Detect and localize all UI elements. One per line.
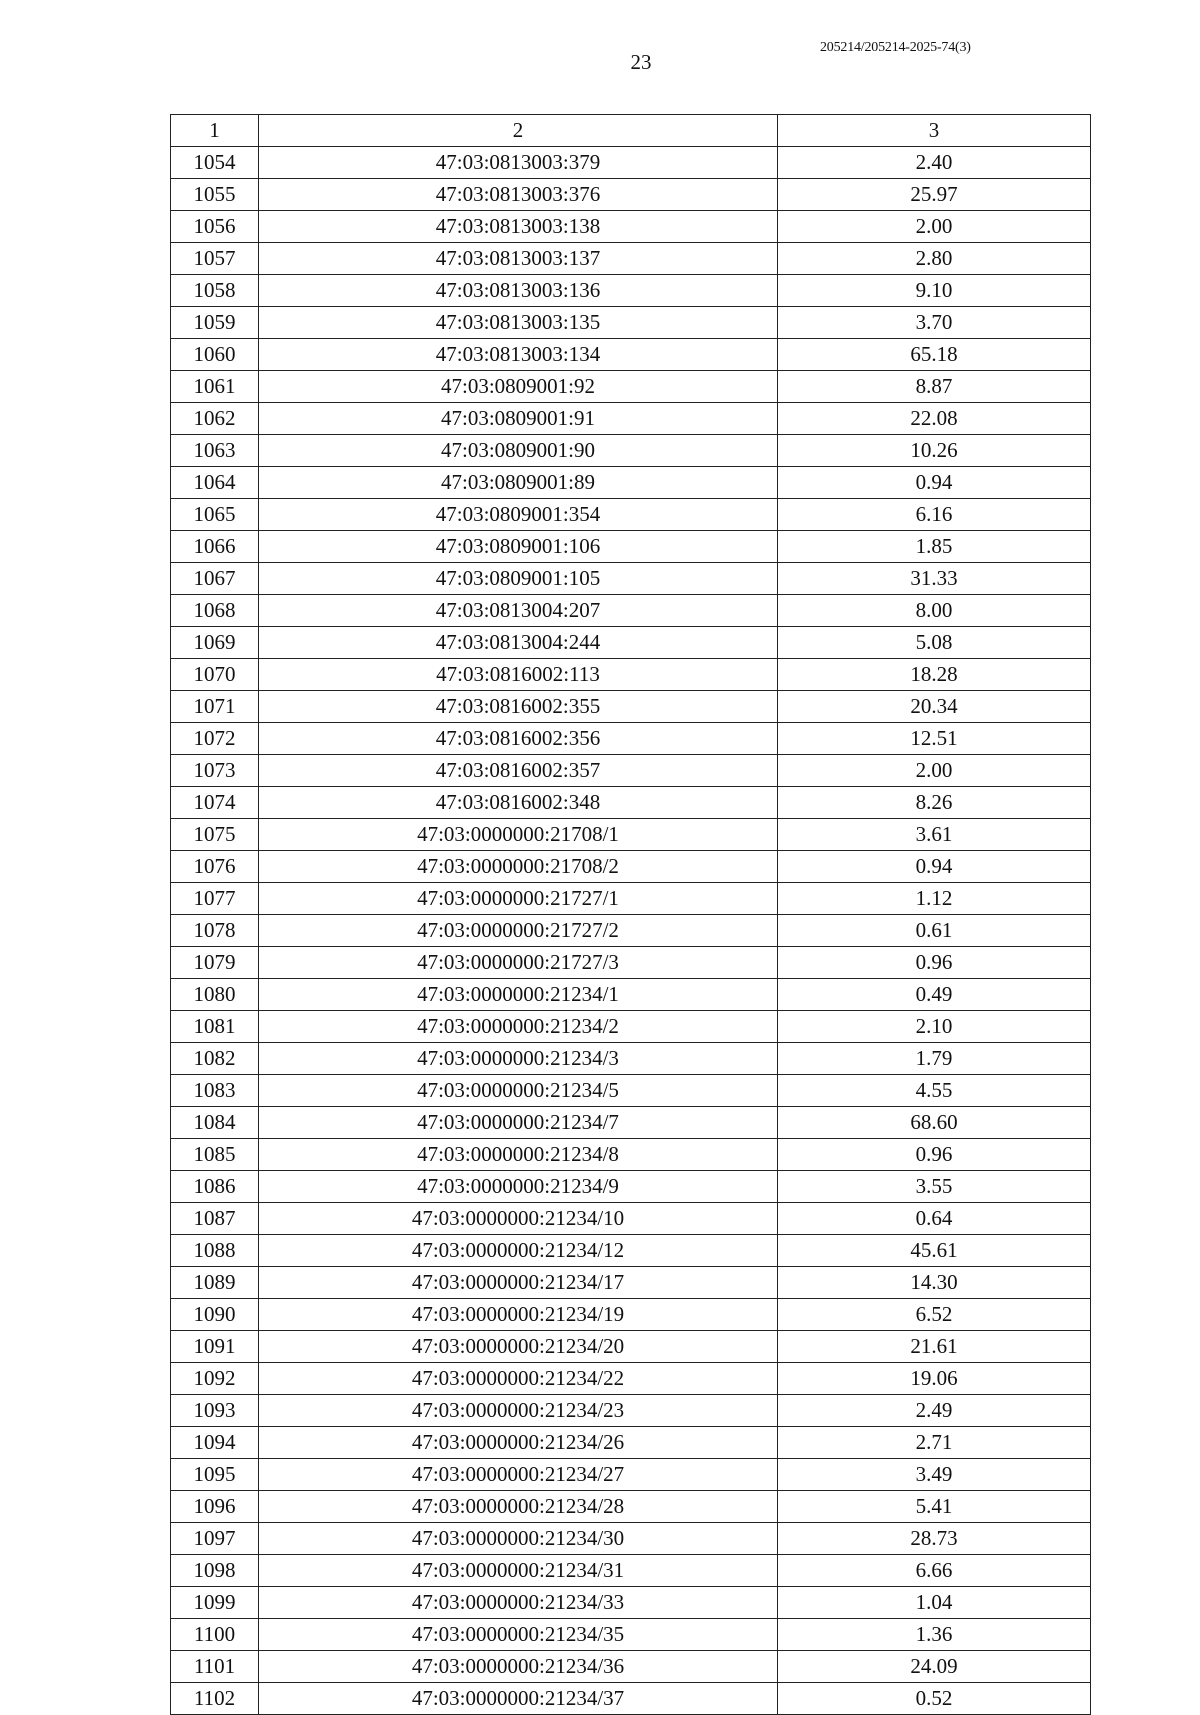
value-cell: 0.96 [778,1139,1091,1171]
value-cell: 1.12 [778,883,1091,915]
value-cell: 8.87 [778,371,1091,403]
table-row [171,1011,1091,1043]
value-cell: 5.08 [778,627,1091,659]
value-cell: 3.70 [778,307,1091,339]
cadastral-number-cell: 47:03:0816002:355 [259,691,778,723]
value-cell: 8.26 [778,787,1091,819]
cadastral-number-cell: 47:03:0000000:21234/30 [259,1523,778,1555]
table-row [171,1235,1091,1267]
cadastral-number-cell: 47:03:0813003:134 [259,339,778,371]
value-cell: 0.61 [778,915,1091,947]
cadastral-number-cell: 47:03:0000000:21234/37 [259,1683,778,1715]
table-row [171,211,1091,243]
cadastral-number-cell: 47:03:0000000:21234/2 [259,1011,778,1043]
row-number-cell: 1088 [171,1235,259,1267]
cadastral-number-cell: 47:03:0813003:379 [259,147,778,179]
header-cell-2: 2 [259,115,778,147]
row-number-cell: 1075 [171,819,259,851]
row-number-cell: 1068 [171,595,259,627]
row-number-cell: 1101 [171,1651,259,1683]
row-number-cell: 1067 [171,563,259,595]
cadastral-number-cell: 47:03:0000000:21234/9 [259,1171,778,1203]
row-number-cell: 1079 [171,947,259,979]
row-number-cell: 1083 [171,1075,259,1107]
value-cell: 20.34 [778,691,1091,723]
value-cell: 0.94 [778,851,1091,883]
cadastral-number-cell: 47:03:0813003:137 [259,243,778,275]
row-number-cell: 1095 [171,1459,259,1491]
value-cell: 2.10 [778,1011,1091,1043]
cadastral-number-cell: 47:03:0816002:357 [259,755,778,787]
row-number-cell: 1056 [171,211,259,243]
value-cell: 24.09 [778,1651,1091,1683]
value-cell: 2.00 [778,211,1091,243]
cadastral-number-cell: 47:03:0000000:21234/26 [259,1427,778,1459]
value-cell: 2.40 [778,147,1091,179]
value-cell: 6.16 [778,499,1091,531]
table-row [171,851,1091,883]
table-row [171,499,1091,531]
table-row [171,1683,1091,1715]
value-cell: 68.60 [778,1107,1091,1139]
cadastral-number-cell: 47:03:0809001:106 [259,531,778,563]
table-row [171,307,1091,339]
row-number-cell: 1086 [171,1171,259,1203]
cadastral-number-cell: 47:03:0000000:21234/36 [259,1651,778,1683]
table-row [171,1555,1091,1587]
cadastral-number-cell: 47:03:0000000:21727/1 [259,883,778,915]
row-number-cell: 1054 [171,147,259,179]
table-row [171,1459,1091,1491]
row-number-cell: 1060 [171,339,259,371]
table-row [171,1139,1091,1171]
value-cell: 10.26 [778,435,1091,467]
row-number-cell: 1062 [171,403,259,435]
table-row [171,339,1091,371]
table-row [171,563,1091,595]
value-cell: 0.96 [778,947,1091,979]
row-number-cell: 1073 [171,755,259,787]
value-cell: 3.55 [778,1171,1091,1203]
table-row [171,467,1091,499]
table-row [171,723,1091,755]
cadastral-number-cell: 47:03:0000000:21708/1 [259,819,778,851]
row-number-cell: 1098 [171,1555,259,1587]
table-row [171,755,1091,787]
value-cell: 0.52 [778,1683,1091,1715]
value-cell: 3.49 [778,1459,1091,1491]
value-cell: 1.36 [778,1619,1091,1651]
table-row [171,883,1091,915]
row-number-cell: 1092 [171,1363,259,1395]
row-number-cell: 1061 [171,371,259,403]
value-cell: 3.61 [778,819,1091,851]
value-cell: 2.00 [778,755,1091,787]
row-number-cell: 1080 [171,979,259,1011]
row-number-cell: 1074 [171,787,259,819]
table-row [171,531,1091,563]
row-number-cell: 1078 [171,915,259,947]
table-row [171,1491,1091,1523]
row-number-cell: 1085 [171,1139,259,1171]
cadastral-number-cell: 47:03:0000000:21234/3 [259,1043,778,1075]
value-cell: 2.49 [778,1395,1091,1427]
row-number-cell: 1082 [171,1043,259,1075]
value-cell: 12.51 [778,723,1091,755]
row-number-cell: 1063 [171,435,259,467]
value-cell: 21.61 [778,1331,1091,1363]
cadastral-number-cell: 47:03:0000000:21234/1 [259,979,778,1011]
table-row [171,1171,1091,1203]
cadastral-number-cell: 47:03:0813004:207 [259,595,778,627]
row-number-cell: 1081 [171,1011,259,1043]
value-cell: 1.85 [778,531,1091,563]
table-row [171,947,1091,979]
table-row [171,371,1091,403]
value-cell: 9.10 [778,275,1091,307]
row-number-cell: 1057 [171,243,259,275]
value-cell: 1.79 [778,1043,1091,1075]
cadastral-number-cell: 47:03:0000000:21234/5 [259,1075,778,1107]
table-row [171,627,1091,659]
value-cell: 4.55 [778,1075,1091,1107]
row-number-cell: 1077 [171,883,259,915]
table-row [171,1651,1091,1683]
table-row [171,1523,1091,1555]
value-cell: 45.61 [778,1235,1091,1267]
row-number-cell: 1089 [171,1267,259,1299]
cadastral-number-cell: 47:03:0813003:136 [259,275,778,307]
row-number-cell: 1069 [171,627,259,659]
table-row [171,1395,1091,1427]
table-row [171,979,1091,1011]
table-row [171,1331,1091,1363]
row-number-cell: 1058 [171,275,259,307]
row-number-cell: 1064 [171,467,259,499]
value-cell: 2.80 [778,243,1091,275]
row-number-cell: 1090 [171,1299,259,1331]
cadastral-number-cell: 47:03:0000000:21234/22 [259,1363,778,1395]
value-cell: 8.00 [778,595,1091,627]
value-cell: 25.97 [778,179,1091,211]
row-number-cell: 1084 [171,1107,259,1139]
cadastral-number-cell: 47:03:0813003:376 [259,179,778,211]
value-cell: 1.04 [778,1587,1091,1619]
cadastral-number-cell: 47:03:0000000:21727/3 [259,947,778,979]
table-row [171,1619,1091,1651]
cadastral-number-cell: 47:03:0813004:244 [259,627,778,659]
table-row [171,915,1091,947]
value-cell: 5.41 [778,1491,1091,1523]
table-row [171,595,1091,627]
table-row [171,275,1091,307]
cadastral-number-cell: 47:03:0809001:90 [259,435,778,467]
header-cell-1: 1 [171,115,259,147]
cadastral-number-cell: 47:03:0000000:21708/2 [259,851,778,883]
table-row [171,1075,1091,1107]
row-number-cell: 1072 [171,723,259,755]
cadastral-number-cell: 47:03:0809001:92 [259,371,778,403]
cadastral-number-cell: 47:03:0000000:21234/12 [259,1235,778,1267]
row-number-cell: 1055 [171,179,259,211]
row-number-cell: 1071 [171,691,259,723]
row-number-cell: 1100 [171,1619,259,1651]
table-row [171,243,1091,275]
row-number-cell: 1091 [171,1331,259,1363]
cadastral-number-cell: 47:03:0000000:21234/20 [259,1331,778,1363]
cadastral-number-cell: 47:03:0809001:354 [259,499,778,531]
cadastral-number-cell: 47:03:0000000:21234/27 [259,1459,778,1491]
cadastral-number-cell: 47:03:0000000:21234/10 [259,1203,778,1235]
value-cell: 19.06 [778,1363,1091,1395]
table-row [171,691,1091,723]
table-row [171,1363,1091,1395]
table-row [171,1043,1091,1075]
value-cell: 0.49 [778,979,1091,1011]
row-number-cell: 1087 [171,1203,259,1235]
cadastral-number-cell: 47:03:0816002:348 [259,787,778,819]
table-row [171,787,1091,819]
cadastral-number-cell: 47:03:0000000:21234/31 [259,1555,778,1587]
data-table [170,114,1091,1715]
row-number-cell: 1099 [171,1587,259,1619]
row-number-cell: 1076 [171,851,259,883]
row-number-cell: 1102 [171,1683,259,1715]
cadastral-number-cell: 47:03:0816002:113 [259,659,778,691]
cadastral-number-cell: 47:03:0000000:21234/7 [259,1107,778,1139]
cadastral-number-cell: 47:03:0000000:21234/17 [259,1267,778,1299]
value-cell: 14.30 [778,1267,1091,1299]
header-cell-3: 3 [778,115,1091,147]
cadastral-number-cell: 47:03:0809001:91 [259,403,778,435]
value-cell: 28.73 [778,1523,1091,1555]
value-cell: 31.33 [778,563,1091,595]
row-number-cell: 1097 [171,1523,259,1555]
cadastral-number-cell: 47:03:0000000:21234/19 [259,1299,778,1331]
row-number-cell: 1096 [171,1491,259,1523]
table-header-row [171,115,1091,147]
data-table-container [170,114,1090,1715]
table-row [171,435,1091,467]
row-number-cell: 1066 [171,531,259,563]
row-number-cell: 1093 [171,1395,259,1427]
table-row [171,1203,1091,1235]
cadastral-number-cell: 47:03:0816002:356 [259,723,778,755]
row-number-cell: 1094 [171,1427,259,1459]
row-number-cell: 1059 [171,307,259,339]
cadastral-number-cell: 47:03:0813003:135 [259,307,778,339]
cadastral-number-cell: 47:03:0000000:21234/33 [259,1587,778,1619]
value-cell: 22.08 [778,403,1091,435]
table-row [171,1299,1091,1331]
row-number-cell: 1070 [171,659,259,691]
cadastral-number-cell: 47:03:0813003:138 [259,211,778,243]
table-row [171,1587,1091,1619]
cadastral-number-cell: 47:03:0809001:105 [259,563,778,595]
table-row [171,1267,1091,1299]
value-cell: 0.64 [778,1203,1091,1235]
value-cell: 65.18 [778,339,1091,371]
table-row [171,1427,1091,1459]
cadastral-number-cell: 47:03:0000000:21234/35 [259,1619,778,1651]
cadastral-number-cell: 47:03:0000000:21727/2 [259,915,778,947]
table-row [171,1107,1091,1139]
table-row [171,147,1091,179]
cadastral-number-cell: 47:03:0000000:21234/8 [259,1139,778,1171]
document-code: 205214/205214-2025-74(3) [820,40,971,55]
value-cell: 0.94 [778,467,1091,499]
value-cell: 6.52 [778,1299,1091,1331]
page-number: 23 [630,50,652,74]
cadastral-number-cell: 47:03:0000000:21234/23 [259,1395,778,1427]
cadastral-number-cell: 47:03:0809001:89 [259,467,778,499]
table-row [171,659,1091,691]
value-cell: 6.66 [778,1555,1091,1587]
table-row [171,403,1091,435]
value-cell: 2.71 [778,1427,1091,1459]
value-cell: 18.28 [778,659,1091,691]
table-row [171,819,1091,851]
table-row [171,179,1091,211]
row-number-cell: 1065 [171,499,259,531]
cadastral-number-cell: 47:03:0000000:21234/28 [259,1491,778,1523]
table-body [171,115,1091,1715]
